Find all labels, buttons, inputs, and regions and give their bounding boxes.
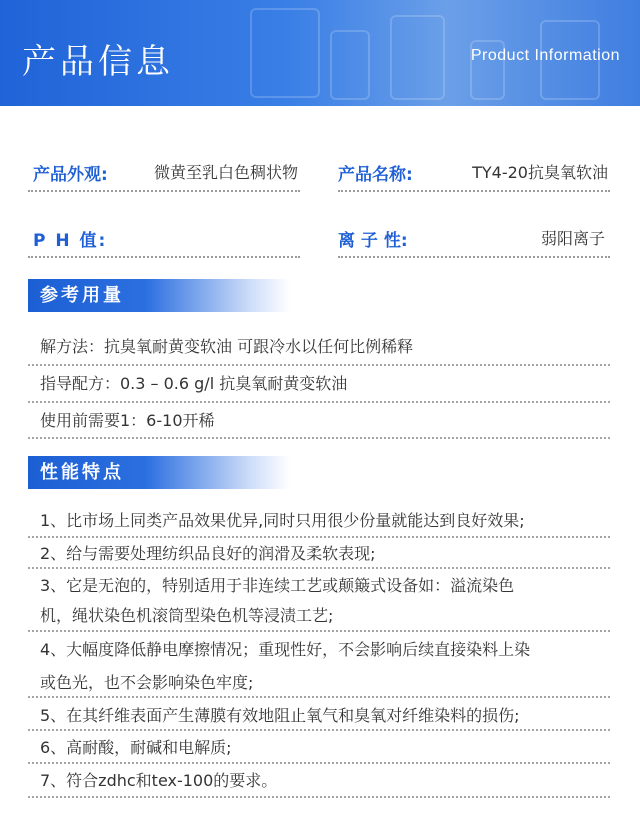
divider (338, 256, 610, 258)
feature-line: 7、符合zdhc和tex-100的要求。 (40, 771, 278, 790)
divider (28, 796, 610, 798)
appearance-value: 微黄至乳白色稠状物 (153, 163, 298, 182)
divider (28, 401, 610, 403)
usage-line: 解方法：抗臭氧耐黄变软油 可跟冷水以任何比例稀释 (40, 337, 414, 356)
ionic-label: 离 子 性: (338, 231, 408, 251)
feature-line: 4、大幅度降低静电摩擦情况；重现性好，不会影响后续直接染料上染 (40, 640, 531, 659)
header-banner (0, 0, 640, 106)
feature-line: 或色光，也不会影响染色牢度; (40, 673, 254, 692)
product-name-label: 产品名称: (338, 165, 413, 185)
usage-line: 指导配方：0.3 – 0.6 g/l 抗臭氧耐黄变软油 (40, 374, 348, 393)
decorative-glassware (330, 30, 370, 100)
ph-label: P H 值: (33, 231, 108, 251)
page-title: 产品信息 (22, 42, 174, 82)
divider (28, 630, 610, 632)
feature-line: 6、高耐酸，耐碱和电解质; (40, 738, 232, 757)
divider (28, 364, 610, 366)
appearance-label: 产品外观: (33, 165, 108, 185)
divider (28, 762, 610, 764)
divider (28, 567, 610, 569)
feature-line: 机，绳状染色机滚筒型染色机等浸渍工艺; (40, 606, 334, 625)
feature-line: 2、给与需要处理纺织品良好的润滑及柔软表现; (40, 544, 376, 563)
decorative-glassware (390, 15, 445, 100)
divider (28, 190, 300, 192)
divider (28, 437, 610, 439)
decorative-glassware (250, 8, 320, 98)
divider (28, 256, 300, 258)
divider (28, 696, 610, 698)
feature-line: 1、比市场上同类产品效果优异,同时只用很少份量就能达到良好效果; (40, 511, 525, 530)
feature-line: 5、在其纤维表面产生薄膜有效地阻止氧气和臭氧对纤维染料的损伤; (40, 706, 520, 725)
usage-section-heading: 参考用量 (28, 279, 290, 312)
divider (28, 729, 610, 731)
product-name-value: TY4-20抗臭氧软油 (472, 163, 608, 182)
divider (338, 190, 610, 192)
page-subtitle: Product Information (470, 47, 620, 64)
divider (28, 536, 610, 538)
ionic-value: 弱阳离子 (540, 229, 605, 248)
features-section-heading: 性能特点 (28, 456, 290, 489)
usage-line: 使用前需要1：6-10开稀 (40, 411, 215, 430)
feature-line: 3、它是无泡的，特别适用于非连续工艺或颠簸式设备如：溢流染色 (40, 576, 515, 595)
